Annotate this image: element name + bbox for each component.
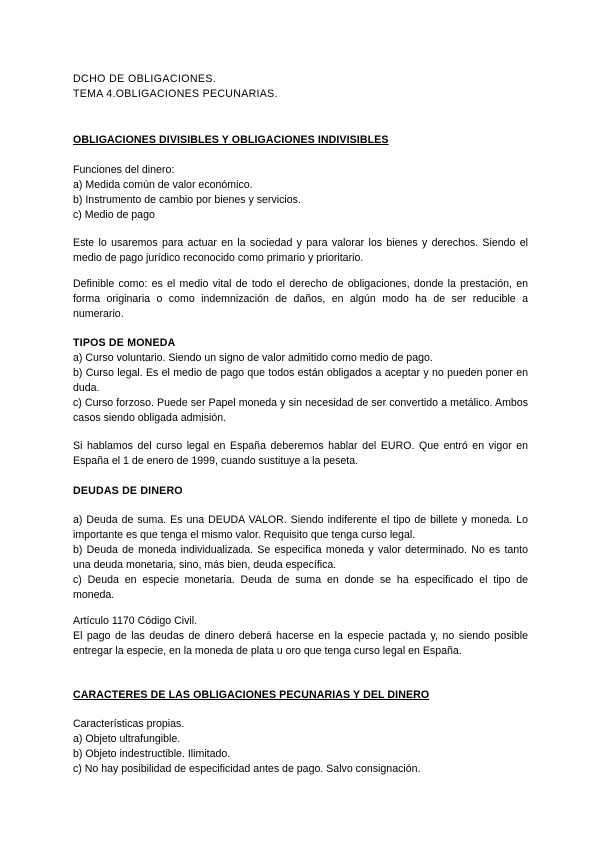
functions-list: [73, 163, 528, 223]
list-item-deuda-moneda-individualizada: b) Deuda de moneda individualizada. Se especifica moneda y valor determinado. No es tanto una deuda monetaria, sino, más bien, deuda específica.: [73, 544, 528, 571]
list-item: b) Objeto indestructible. Ilimitado.: [73, 748, 231, 760]
list-item-curso-legal: b) Curso legal. Es el medio de pago que todos están obligados a aceptar y no pueden poner en duda.: [73, 367, 528, 394]
characteristics-intro: Características propias.: [73, 718, 185, 730]
paragraph-definicion: Definible como: es el medio vital de todo el derecho de obligaciones, donde la prestación, en forma originaria o como indemnización de daños, en algún modo ha de ser reducible a numerario.: [73, 278, 528, 320]
section-title-obligaciones-divisibles: OBLIGACIONES DIVISIBLES Y OBLIGACIONES INDIVISIBLES: [73, 134, 389, 146]
list-item: a) Objeto ultrafungible.: [73, 733, 181, 745]
article-text: El pago de las deudas de dinero deberá hacerse en la especie pactada y, no siendo posible entregar la especie, en la moneda de plata u oro que tenga curso legal en España.: [73, 630, 528, 657]
list-item-deuda-de-suma: a) Deuda de suma. Es una DEUDA VALOR. Siendo indiferente el tipo de billete y moneda. Lo importante es que tenga el mismo valor. Requisito que tenga curso legal.: [73, 514, 528, 541]
paragraph-euro: Si hablamos del curso legal en España deberemos hablar del EURO. Que entró en vigor en España el 1 de enero de 1999, cuando sustituye a la peseta.: [73, 440, 528, 467]
list-item: b) Instrumento de cambio por bienes y servicios.: [73, 194, 301, 206]
article-title: Artículo 1170 Código Civil.: [73, 615, 198, 627]
list-item-deuda-especie-monetaria: c) Deuda en especie monetaria. Deuda de suma en donde se ha especificado el tipo de moneda.: [73, 574, 528, 601]
list-item-curso-voluntario: a) Curso voluntario. Siendo un signo de valor admitido como medio de pago.: [73, 352, 433, 364]
paragraph-uso-dinero: Este lo usaremos para actuar en la sociedad y para valorar los bienes y derechos. Siendo el medio de pago jurídico reconocido como primario y prioritario.: [73, 237, 528, 264]
list-item-curso-forzoso: c) Curso forzoso. Puede ser Papel moneda y sin necesidad de ser convertido a metálico. Ambos casos siendo obligada admisión.: [73, 397, 528, 424]
course-title: DCHO DE OBLIGACIONES.: [73, 73, 217, 85]
heading-tipos-de-moneda: TIPOS DE MONEDA: [73, 337, 176, 349]
topic-title: TEMA 4.OBLIGACIONES PECUNARIAS.: [73, 88, 278, 100]
characteristics-list: [73, 717, 528, 777]
list-item: c) No hay posibilidad de especificidad antes de pago. Salvo consignación.: [73, 763, 421, 775]
document-header: [73, 72, 528, 102]
list-item: a) Medida común de valor económico.: [73, 179, 253, 191]
functions-intro: Funciones del dinero:: [73, 164, 175, 176]
list-item: c) Medio de pago: [73, 209, 155, 221]
section-title-caracteres: CARACTERES DE LAS OBLIGACIONES PECUNARIAS Y DEL DINERO: [73, 689, 430, 701]
heading-deudas-de-dinero: DEUDAS DE DINERO: [73, 485, 183, 497]
